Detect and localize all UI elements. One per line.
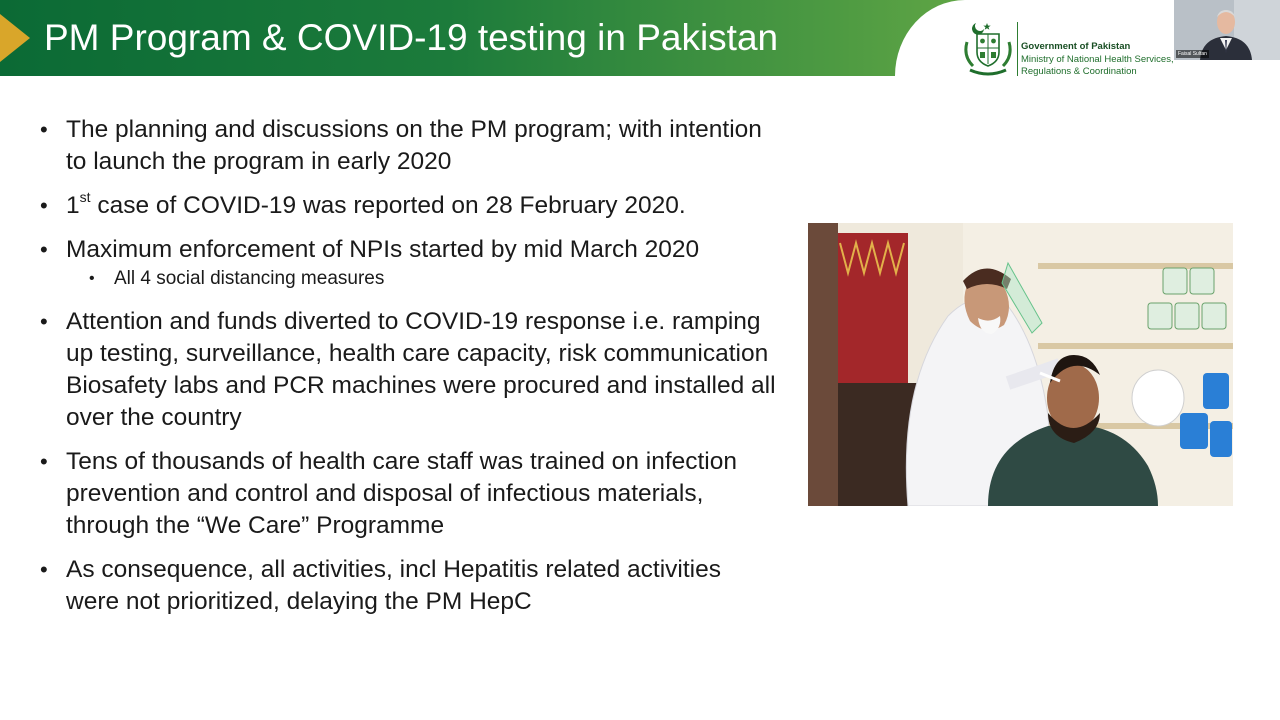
state-emblem-icon: [962, 20, 1014, 78]
bullet-list: [40, 114, 780, 630]
title-arrow-icon: [0, 14, 30, 62]
logo-divider: [1017, 22, 1018, 76]
ministry-name: [1021, 41, 1174, 79]
ministry-label-line1: Ministry of National Health Services,: [1021, 53, 1174, 65]
bullet-item: • Maximum enforcement of NPIs started by mid March 2020: [40, 234, 780, 266]
bullet-item: • The planning and discussions on the PM program; with intention to launch the program in early 2020: [40, 114, 780, 178]
sub-bullet-item: • All 4 social distancing measures: [40, 266, 780, 292]
bullet-item: [40, 190, 780, 222]
covid-testing-photo: [808, 223, 1233, 506]
bullet-item: • As consequence, all activities, incl Hepatitis related activities were not prioritized, delaying the PM HepC: [40, 554, 780, 618]
participant-name-label: Faisal Sultan: [1178, 51, 1207, 57]
bullet-text: 1: [66, 192, 80, 219]
government-label: Government of Pakistan: [1021, 41, 1131, 52]
participant-video-thumbnail[interactable]: [1174, 0, 1280, 60]
bullet-item: • Attention and funds diverted to COVID-19 response i.e. ramping up testing, surveillance, health care capacity, risk communication Biosafety labs and PCR machines were procured and installed all over the country: [40, 306, 780, 434]
ministry-label-line2: Regulations & Coordination: [1021, 66, 1137, 77]
bullet-text: case of COVID-19 was reported on 28 February 2020.: [90, 192, 686, 219]
slide-title: PM Program & COVID-19 testing in Pakistan: [44, 17, 779, 58]
bullet-superscript: st: [79, 188, 91, 205]
bullet-item: • Tens of thousands of health care staff was trained on infection prevention and control and disposal of infectious materials, through the “We Care” Programme: [40, 446, 780, 542]
